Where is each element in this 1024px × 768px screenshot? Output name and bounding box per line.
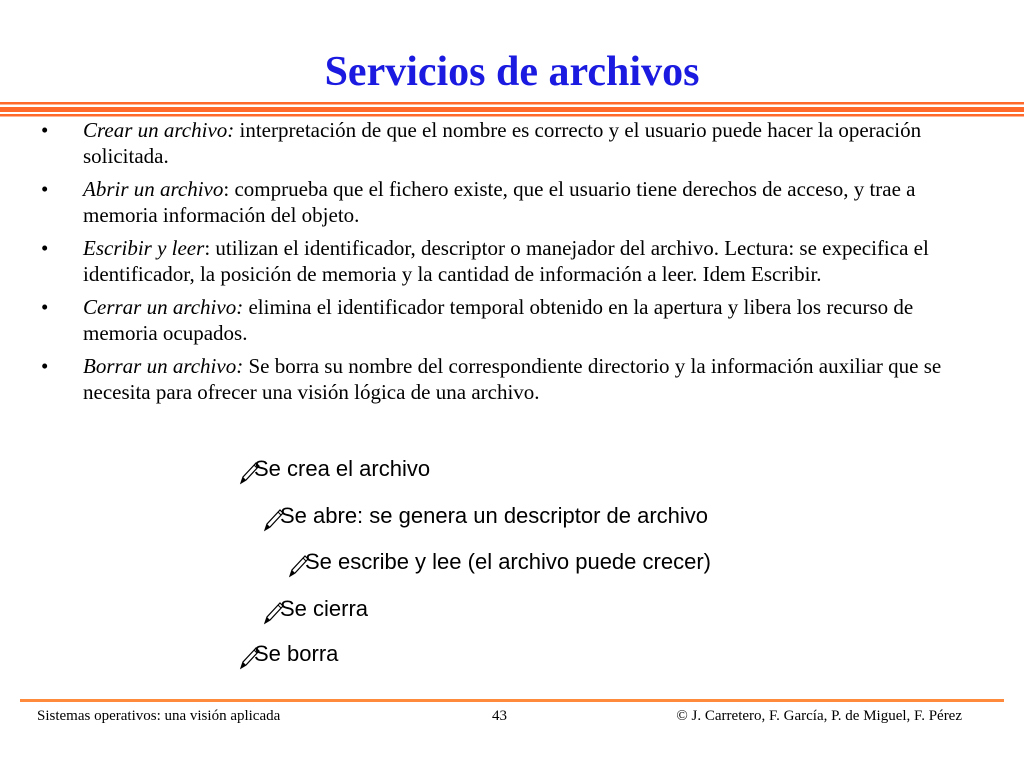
footer-book-title: Sistemas operativos: una visión aplicada (37, 708, 281, 724)
bullet-mark: • (41, 118, 49, 142)
footer-divider (20, 699, 1004, 702)
bullet-text: : utilizan el identificador, descriptor o manejador del archivo. Lectura: se expecifica el identificador, la posición de memoria y la cantidad de información a leer. Idem Escribir. (83, 236, 929, 286)
bullet-cerrar (0, 294, 963, 346)
footer-page-number: 43 (492, 708, 507, 724)
bullet-text: Se borra su nombre del correspondiente directorio y la información auxiliar que se necesita para ofrecer una visión lógica de una archivo. (83, 354, 942, 404)
bullet-term: Cerrar un archivo: (83, 295, 244, 319)
bullet-mark: • (41, 177, 49, 201)
bullet-escribir-leer (0, 235, 963, 287)
bullet-crear (0, 117, 963, 169)
bullet-text: interpretación de que el nombre es correcto y el usuario puede hacer la operación solicitada. (83, 118, 922, 168)
bullet-borrar (0, 353, 963, 405)
bullet-text: elimina el identificador temporal obtenido en la apertura y libera los recurso de memoria ocupados. (83, 295, 914, 345)
lifecycle-step-label: Se cierra (280, 596, 369, 621)
lifecycle-step-label: Se borra (254, 641, 339, 666)
services-list (0, 117, 1024, 412)
bullet-mark: • (41, 295, 49, 319)
bullet-mark: • (41, 236, 49, 260)
lifecycle-step-label: Se abre: se genera un descriptor de archivo (280, 503, 709, 528)
bullet-term: Abrir un archivo (83, 177, 224, 201)
bullet-term: Borrar un archivo: (83, 354, 244, 378)
bullet-mark: • (41, 354, 49, 378)
bullet-abrir (0, 176, 963, 228)
lifecycle-step-label: Se crea el archivo (254, 456, 431, 481)
footer-authors: © J. Carretero, F. García, P. de Miguel, F. Pérez (676, 708, 962, 724)
bullet-term: Crear un archivo: (83, 118, 235, 142)
slide-title: Servicios de archivos (324, 49, 700, 95)
lifecycle-step-label: Se escribe y lee (el archivo puede crecer) (305, 549, 711, 574)
bullet-text: : comprueba que el fichero existe, que el usuario tiene derechos de acceso, y trae a memoria información del objeto. (83, 177, 916, 227)
bullet-term: Escribir y leer (83, 236, 205, 260)
